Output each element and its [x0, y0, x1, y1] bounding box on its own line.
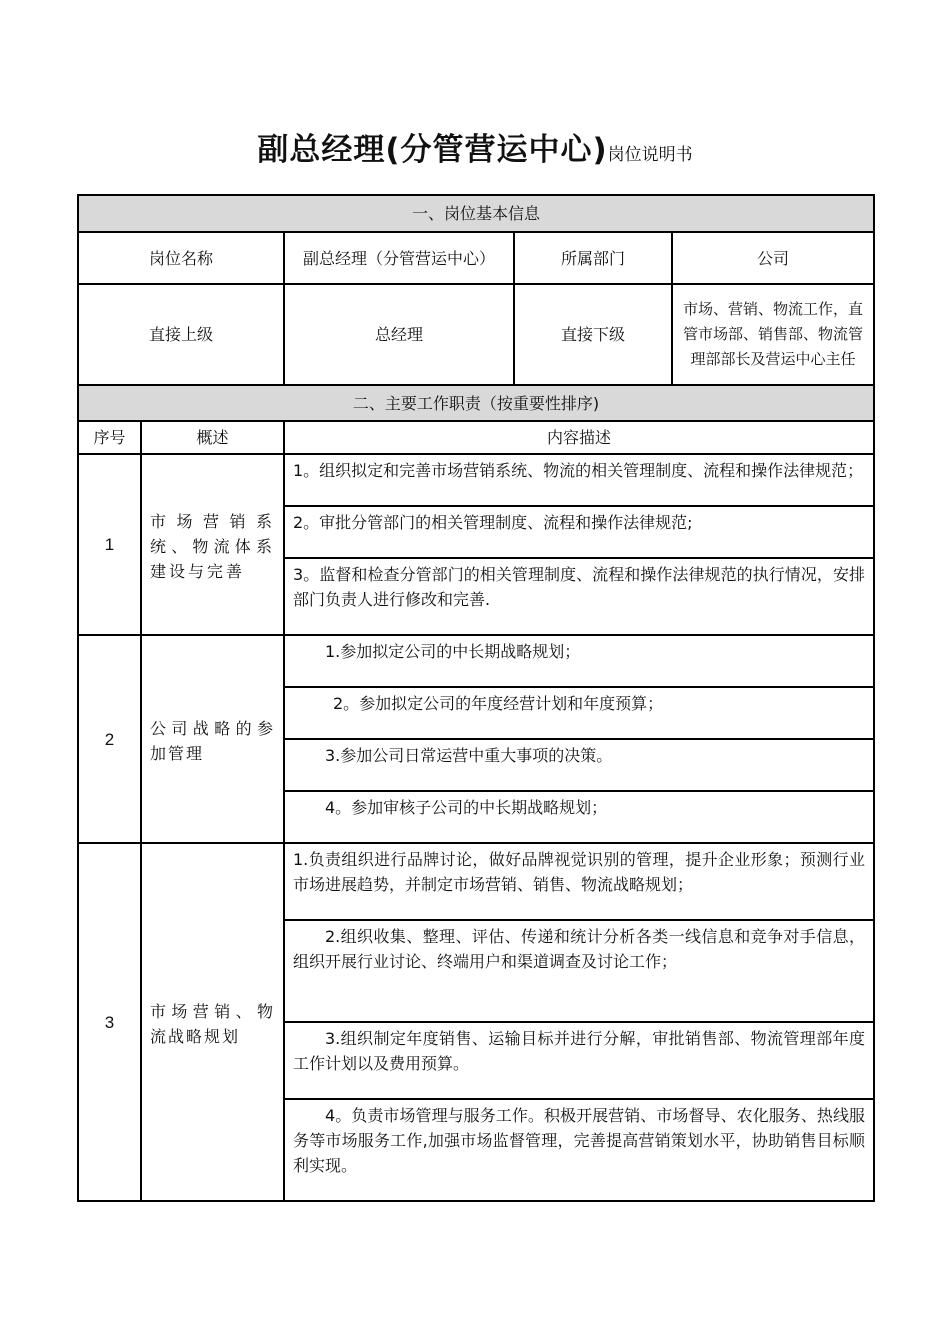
duty-2-item-2: 2。参加拟定公司的年度经营计划和年度预算； [284, 687, 874, 739]
superior-value: 总经理 [284, 284, 514, 385]
duty-2-summary: 公司战略的参加管理 [141, 635, 284, 843]
position-name-label: 岗位名称 [78, 232, 284, 284]
duty-2-item-4: 4。参加审核子公司的中长期战略规划； [284, 791, 874, 843]
duty-2-item-3: 3.参加公司日常运营中重大事项的决策。 [284, 739, 874, 791]
section1-header: 一、岗位基本信息 [78, 195, 874, 232]
subordinate-label: 直接下级 [514, 284, 672, 385]
duty-3-item-3: 3.组织制定年度销售、运输目标并进行分解，审批销售部、物流管理部年度工作计划以及费用预算。 [284, 1022, 874, 1099]
department-value: 公司 [672, 232, 874, 284]
duty-1-summary: 市场营销系统、物流体系建设与完善 [141, 454, 284, 635]
duty-1-no: 1 [78, 454, 141, 635]
title-sub: 岗位说明书 [607, 145, 693, 165]
duty-2-no: 2 [78, 635, 141, 843]
duty-3-no: 3 [78, 843, 141, 1201]
title-main: 副总经理(分管营运中心) [257, 132, 608, 168]
department-label: 所属部门 [514, 232, 672, 284]
duty-1-item-1: 1。组织拟定和完善市场营销系统、物流的相关管理制度、流程和操作法律规范； [284, 454, 874, 506]
duty-1-item-3: 3。监督和检查分管部门的相关管理制度、流程和操作法律规范的执行情况，安排部门负责人进行修改和完善. [284, 558, 874, 635]
superior-label: 直接上级 [78, 284, 284, 385]
duty-3-summary: 市场营销、物流战略规划 [141, 843, 284, 1201]
col-desc-header: 内容描述 [284, 421, 874, 454]
duty-1-item-2: 2。审批分管部门的相关管理制度、流程和操作法律规范; [284, 506, 874, 558]
duty-2-item-1: 1.参加拟定公司的中长期战略规划； [284, 635, 874, 687]
duty-3-item-2: 2.组织收集、整理、评估、传递和统计分析各类一线信息和竞争对手信息，组织开展行业讨论、终端用户和渠道调查及讨论工作； [284, 920, 874, 1022]
job-description-table [77, 194, 875, 1202]
duty-3-item-4: 4。负责市场管理与服务工作。积极开展营销、市场督导、农化服务、热线服务等市场服务工作,加强市场监督管理，完善提高营销策划水平，协助销售目标顺利实现。 [284, 1099, 874, 1201]
col-summary-header: 概述 [141, 421, 284, 454]
position-name-value: 副总经理（分管营运中心） [284, 232, 514, 284]
subordinate-value: 市场、营销、物流工作，直管市场部、销售部、物流管理部部长及营运中心主任 [672, 284, 874, 385]
page-title [0, 124, 950, 169]
duty-3-item-1: 1.负责组织进行品牌讨论，做好品牌视觉识别的管理，提升企业形象；预测行业市场进展趋势，并制定市场营销、销售、物流战略规划； [284, 843, 874, 920]
section2-header: 二、主要工作职责（按重要性排序) [78, 385, 874, 421]
col-no-header: 序号 [78, 421, 141, 454]
